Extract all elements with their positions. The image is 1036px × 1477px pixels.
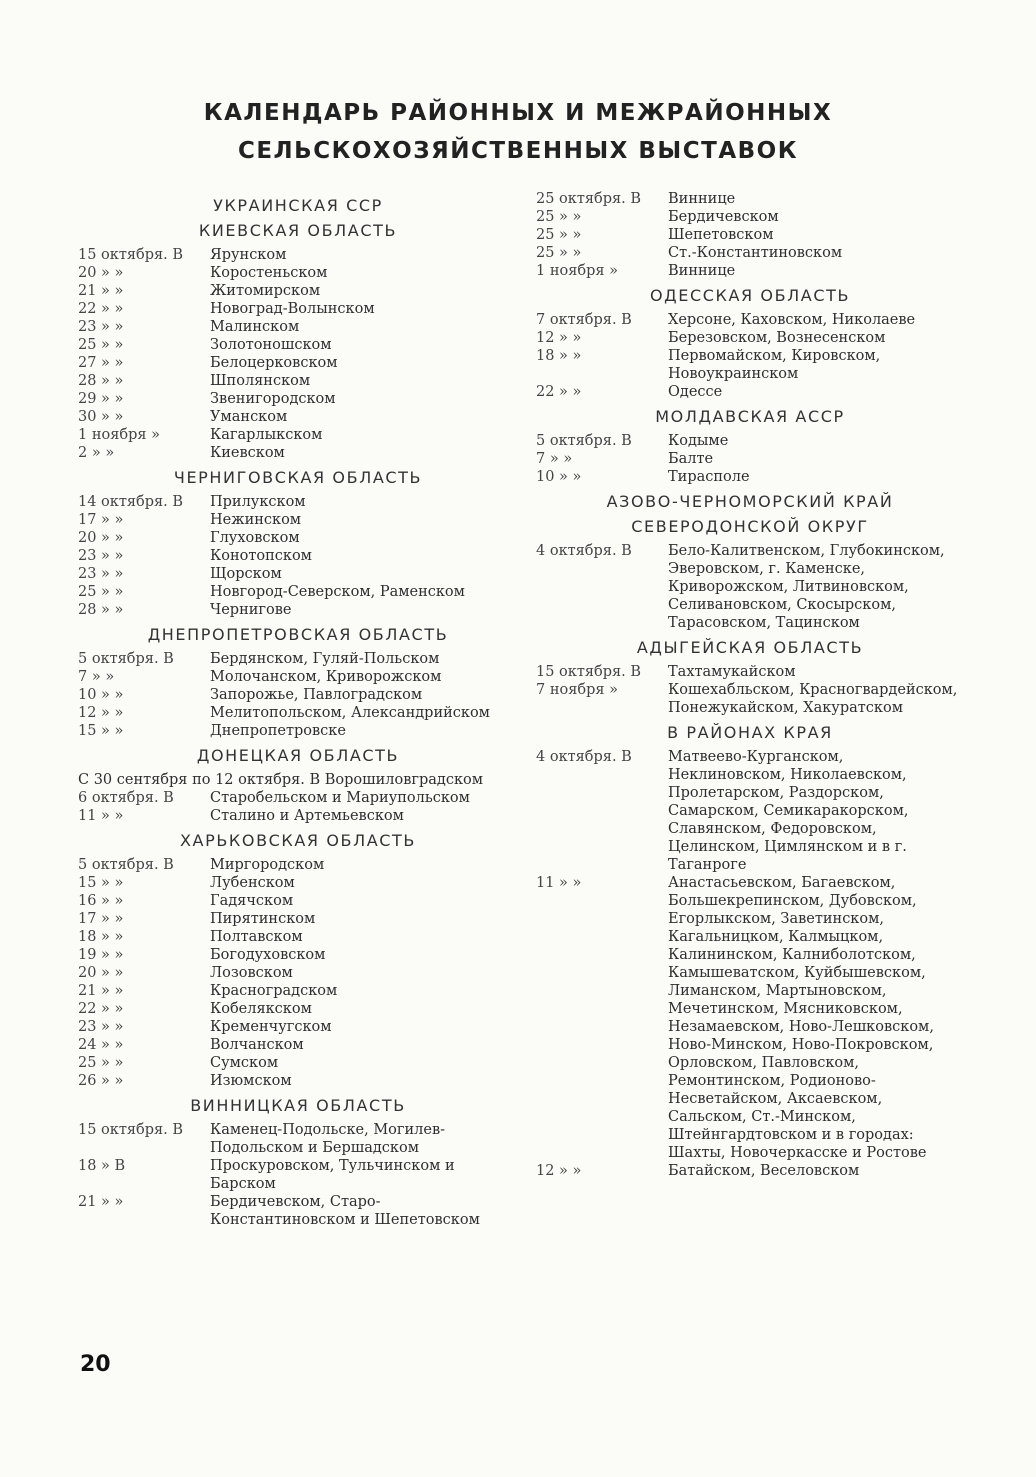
- exhibition-entry: [78, 1018, 518, 1036]
- exhibition-entry: [78, 1036, 518, 1054]
- entry-district: Глуховском: [210, 530, 300, 546]
- entry-date: 25 » »: [78, 1055, 124, 1071]
- entry-district: Бердичевском, Старо-Константиновском и Шепетовском: [210, 1194, 480, 1228]
- region-section: [536, 190, 964, 280]
- entry-date: 5 октября. В: [78, 857, 174, 873]
- entry-date: 22 » »: [78, 301, 124, 317]
- entry-district: Одессе: [668, 384, 723, 400]
- entry-district: Кодыме: [668, 433, 729, 449]
- exhibition-entry: [536, 208, 964, 226]
- entry-date: 25 » »: [536, 227, 582, 243]
- entry-district: Гадячском: [210, 893, 294, 909]
- entry-date: 23 » »: [78, 566, 124, 582]
- entry-date: 2 » »: [78, 445, 115, 461]
- exhibition-entry: [78, 1193, 518, 1229]
- exhibition-entry: [78, 789, 518, 807]
- region-section: [536, 492, 964, 511]
- exhibition-entry: [78, 722, 518, 740]
- entry-date: 15 » »: [78, 875, 124, 891]
- exhibition-entry: [78, 511, 518, 529]
- exhibition-entry: [78, 300, 518, 318]
- exhibition-entry: [536, 347, 964, 383]
- entry-district: Тахтамукайском: [668, 664, 796, 680]
- entry-date: 10 » »: [536, 469, 582, 485]
- region-heading: ВИННИЦКАЯ ОБЛАСТЬ: [190, 1096, 406, 1115]
- entry-district: Новоград-Волынском: [210, 301, 375, 317]
- entry-date: 19 » »: [78, 947, 124, 963]
- exhibition-entry: [78, 336, 518, 354]
- entry-district: Богодуховском: [210, 947, 326, 963]
- exhibition-entry: [536, 450, 964, 468]
- entry-district: Батайском, Веселовском: [668, 1163, 860, 1179]
- entry-date: 28 » »: [78, 373, 124, 389]
- entry-date: 17 » »: [78, 911, 124, 927]
- region-section: [78, 468, 518, 619]
- right-column: [536, 190, 964, 1184]
- entry-district: Киевском: [210, 445, 285, 461]
- exhibition-entry: [536, 681, 964, 717]
- entry-district: Нежинском: [210, 512, 302, 528]
- region-heading: ЧЕРНИГОВСКАЯ ОБЛАСТЬ: [173, 468, 423, 487]
- entry-district: Запорожье, Павлоградском: [210, 687, 423, 703]
- exhibition-entry: [78, 547, 518, 565]
- entry-date: 21 » »: [78, 983, 124, 999]
- entry-district: Виннице: [668, 191, 736, 207]
- entry-district: Бердянском, Гуляй-Польском: [210, 651, 440, 667]
- exhibition-entry: [78, 426, 518, 444]
- entry-date: 15 » »: [78, 723, 124, 739]
- exhibition-entry: [78, 1072, 518, 1090]
- entry-date: 18 » В: [78, 1158, 126, 1174]
- exhibition-entry: [78, 807, 518, 825]
- exhibition-entry: [78, 892, 518, 910]
- entry-date: 7 » »: [78, 669, 115, 685]
- entry-district: Золотоношском: [210, 337, 332, 353]
- entry-district: Шепетовском: [668, 227, 774, 243]
- exhibition-entry: [78, 601, 518, 619]
- entry-district: Бело-Калитвенском, Глубокинском, Эверовском, г. Каменске, Криворожском, Литвиновском, Селивановском, Скосырском, Тарасовском, Тацинском: [668, 543, 945, 631]
- entry-district: Каменец-Подольске, Могилев-Подольском и Бершадском: [210, 1122, 446, 1156]
- page-title-line-2: СЕЛЬСКОХОЗЯЙСТВЕННЫХ ВЫСТАВОК: [237, 138, 799, 164]
- exhibition-entry: [78, 354, 518, 372]
- entry-district: Старобельском и Мариупольском: [210, 790, 470, 806]
- entry-district: Кошехабльском, Красногвардейском, Понежукайском, Хакуратском: [668, 682, 958, 716]
- exhibition-entry: [78, 650, 518, 668]
- entry-district: Чернигове: [210, 602, 292, 618]
- entry-district: Сталино и Артемьевском: [210, 808, 404, 824]
- entry-district: Звенигородском: [210, 391, 336, 407]
- entry-date: 24 » »: [78, 1037, 124, 1053]
- entry-district: Пирятинском: [210, 911, 316, 927]
- exhibition-entry: [536, 329, 964, 347]
- entry-date: 12 » »: [78, 705, 124, 721]
- region-heading: В РАЙОНАХ КРАЯ: [667, 723, 833, 742]
- entry-date: 29 » »: [78, 391, 124, 407]
- exhibition-entry: [536, 432, 964, 450]
- exhibition-entry: [78, 583, 518, 601]
- entry-date: 16 » »: [78, 893, 124, 909]
- exhibition-entry: [78, 668, 518, 686]
- entry-date: 12 » »: [536, 330, 582, 346]
- exhibition-entry: [78, 1121, 518, 1157]
- entry-district: Кременчугском: [210, 1019, 332, 1035]
- exhibition-entry: [78, 529, 518, 547]
- exhibition-entry: [78, 686, 518, 704]
- region-heading: УКРАИНСКАЯ ССР: [213, 196, 383, 215]
- page-title-line-1: КАЛЕНДАРЬ РАЙОННЫХ И МЕЖРАЙОННЫХ: [203, 100, 833, 126]
- left-column: [78, 190, 518, 1233]
- entry-district: Виннице: [668, 263, 736, 279]
- entry-district: Первомайском, Кировском, Новоукраинском: [668, 348, 881, 382]
- entry-district: Коростеньском: [210, 265, 328, 281]
- region-section: [78, 831, 518, 1090]
- entry-district: Ярунском: [210, 247, 287, 263]
- entry-date: 4 октября. В: [536, 543, 632, 559]
- entry-district: Ст.-Константиновском: [668, 245, 843, 261]
- entry-date: 4 октября. В: [536, 749, 632, 765]
- exhibition-entry-text: С 30 сентября по 12 октября. В Ворошиловградском: [78, 772, 484, 788]
- entry-date: 15 октября. В: [78, 247, 184, 263]
- entry-district: Лозовском: [210, 965, 293, 981]
- entry-date: 1 ноября »: [78, 427, 161, 443]
- entry-date: 18 » »: [536, 348, 582, 364]
- entry-district: Лубенском: [210, 875, 295, 891]
- exhibition-entry: [78, 1157, 518, 1193]
- region-heading: СЕВЕРОДОНСКОЙ ОКРУГ: [631, 517, 869, 536]
- region-section: [78, 221, 518, 462]
- entry-date: 10 » »: [78, 687, 124, 703]
- entry-district: Конотопском: [210, 548, 312, 564]
- entry-date: 7 » »: [536, 451, 573, 467]
- exhibition-entry: [78, 318, 518, 336]
- exhibition-entry: [536, 874, 964, 1162]
- exhibition-entry: [78, 910, 518, 928]
- entry-date: 22 » »: [536, 384, 582, 400]
- entry-district: Житомирском: [210, 283, 321, 299]
- entry-date: 25 » »: [536, 245, 582, 261]
- entry-district: Уманском: [210, 409, 288, 425]
- entry-date: 20 » »: [78, 965, 124, 981]
- entry-district: Тирасполе: [668, 469, 750, 485]
- region-heading: ДОНЕЦКАЯ ОБЛАСТЬ: [196, 746, 400, 765]
- entry-district: Березовском, Вознесенском: [668, 330, 886, 346]
- exhibition-entry: [536, 262, 964, 280]
- region-heading: ОДЕССКАЯ ОБЛАСТЬ: [649, 286, 851, 305]
- entry-date: 5 октября. В: [78, 651, 174, 667]
- entry-date: 23 » »: [78, 548, 124, 564]
- entry-district: Балте: [668, 451, 714, 467]
- entry-date: 7 октября. В: [536, 312, 632, 328]
- exhibition-entry: [78, 282, 518, 300]
- entry-date: 23 » »: [78, 1019, 124, 1035]
- entry-date: 11 » »: [78, 808, 124, 824]
- entry-district: Молочанском, Криворожском: [210, 669, 442, 685]
- entry-date: 1 ноября »: [536, 263, 619, 279]
- entry-district: Мелитопольском, Александрийском: [210, 705, 490, 721]
- entry-district: Щорском: [210, 566, 282, 582]
- region-section: [78, 625, 518, 740]
- entry-district: Бердичевском: [668, 209, 779, 225]
- entry-district: Полтавском: [210, 929, 303, 945]
- region-heading: МОЛДАВСКАЯ АССР: [655, 407, 845, 426]
- exhibition-entry: [78, 1054, 518, 1072]
- region-heading: КИЕВСКАЯ ОБЛАСТЬ: [198, 221, 398, 240]
- entry-date: 18 » »: [78, 929, 124, 945]
- exhibition-entry: [536, 663, 964, 681]
- entry-district: Матвеево-Курганском, Неклиновском, Николаевском, Пролетарском, Раздорском, Самарском, Семикаракорском, Славянском, Федоровском, Целинском, Цимлянском и в г. Таганроге: [668, 749, 909, 873]
- exhibition-entry: [536, 748, 964, 874]
- exhibition-entry: [78, 493, 518, 511]
- entry-date: 21 » »: [78, 283, 124, 299]
- exhibition-entry: [536, 226, 964, 244]
- entry-district: Волчанском: [210, 1037, 304, 1053]
- exhibition-entry: [78, 246, 518, 264]
- entry-date: 28 » »: [78, 602, 124, 618]
- entry-date: 6 октября. В: [78, 790, 174, 806]
- exhibition-entry: [78, 856, 518, 874]
- entry-date: 25 октября. В: [536, 191, 642, 207]
- entry-date: 25 » »: [536, 209, 582, 225]
- region-section: [536, 517, 964, 632]
- entry-date: 12 » »: [536, 1163, 582, 1179]
- entry-district: Белоцерковском: [210, 355, 338, 371]
- exhibition-entry: [78, 264, 518, 282]
- entry-district: Новгород-Северском, Раменском: [210, 584, 465, 600]
- entry-district: Кобелякском: [210, 1001, 312, 1017]
- entry-date: 22 » »: [78, 1001, 124, 1017]
- entry-date: 15 октября. В: [78, 1122, 184, 1138]
- exhibition-entry: [78, 704, 518, 722]
- exhibition-entry: [78, 946, 518, 964]
- entry-date: 11 » »: [536, 875, 582, 891]
- exhibition-entry: [78, 390, 518, 408]
- entry-district: Миргородском: [210, 857, 325, 873]
- region-heading: ХАРЬКОВСКАЯ ОБЛАСТЬ: [179, 831, 416, 850]
- exhibition-entry: [78, 928, 518, 946]
- exhibition-entry: [78, 444, 518, 462]
- exhibition-entry: [78, 372, 518, 390]
- entry-date: 5 октября. В: [536, 433, 632, 449]
- entry-date: 27 » »: [78, 355, 124, 371]
- region-section: [78, 746, 518, 825]
- region-section: [536, 638, 964, 717]
- entry-district: Кагарлыкском: [210, 427, 323, 443]
- entry-district: Красноградском: [210, 983, 338, 999]
- entry-district: Проскуровском, Тульчинском и Барском: [210, 1158, 455, 1192]
- exhibition-entry: [78, 1000, 518, 1018]
- entry-date: 20 » »: [78, 265, 124, 281]
- exhibition-entry: [536, 311, 964, 329]
- entry-district: Малинском: [210, 319, 300, 335]
- entry-district: Прилукском: [210, 494, 306, 510]
- region-section: [536, 286, 964, 401]
- entry-date: 25 » »: [78, 584, 124, 600]
- entry-date: 20 » »: [78, 530, 124, 546]
- exhibition-entry: [78, 964, 518, 982]
- page-number: 20: [80, 1352, 111, 1377]
- entry-date: 21 » »: [78, 1194, 124, 1210]
- entry-district: Херсоне, Каховском, Николаеве: [668, 312, 916, 328]
- entry-district: Шполянском: [210, 373, 311, 389]
- entry-district: Анастасьевском, Багаевском, Большекрепинском, Дубовском, Егорлыкском, Заветинском, Кагальницком, Калмыцком, Калининском, Калниболотском, Камышеватском, Куйбышевском, Лиманском, Мартыновском, Мечетинском, Мясниковском, Незамаевском, Ново-Лешковском, Ново-Минском, Ново-Покровском, Орловском, Павловском, Ремонтинском, Родионово-Несветайском, Аксаевском, Сальском, Ст.-Минском, Штейнгардтовском и в городах: Шахты, Новочеркасске и Ростове: [668, 875, 934, 1161]
- region-heading: АДЫГЕЙСКАЯ ОБЛАСТЬ: [636, 638, 864, 657]
- entry-date: 17 » »: [78, 512, 124, 528]
- exhibition-entry: [536, 383, 964, 401]
- region-section: [536, 407, 964, 486]
- entry-district: Изюмском: [210, 1073, 292, 1089]
- exhibition-entry: [536, 542, 964, 632]
- entry-date: 14 октября. В: [78, 494, 184, 510]
- exhibition-entry: [536, 468, 964, 486]
- region-heading: ДНЕПРОПЕТРОВСКАЯ ОБЛАСТЬ: [147, 625, 449, 644]
- entry-date: 30 » »: [78, 409, 124, 425]
- region-heading: АЗОВО-ЧЕРНОМОРСКИЙ КРАЙ: [606, 492, 894, 511]
- entry-date: 23 » »: [78, 319, 124, 335]
- entry-date: 7 ноября »: [536, 682, 619, 698]
- exhibition-entry: [536, 1162, 964, 1180]
- exhibition-entry: [536, 190, 964, 208]
- exhibition-entry: [78, 982, 518, 1000]
- exhibition-entry: [78, 408, 518, 426]
- region-section: [78, 196, 518, 215]
- entry-date: 25 » »: [78, 337, 124, 353]
- entry-district: Сумском: [210, 1055, 279, 1071]
- exhibition-entry: [536, 244, 964, 262]
- entry-date: 26 » »: [78, 1073, 124, 1089]
- region-section: [536, 723, 964, 1180]
- entry-district: Днепропетровске: [210, 723, 346, 739]
- exhibition-entry: [78, 565, 518, 583]
- entry-date: 15 октября. В: [536, 664, 642, 680]
- exhibition-entry: [78, 874, 518, 892]
- region-section: [78, 1096, 518, 1229]
